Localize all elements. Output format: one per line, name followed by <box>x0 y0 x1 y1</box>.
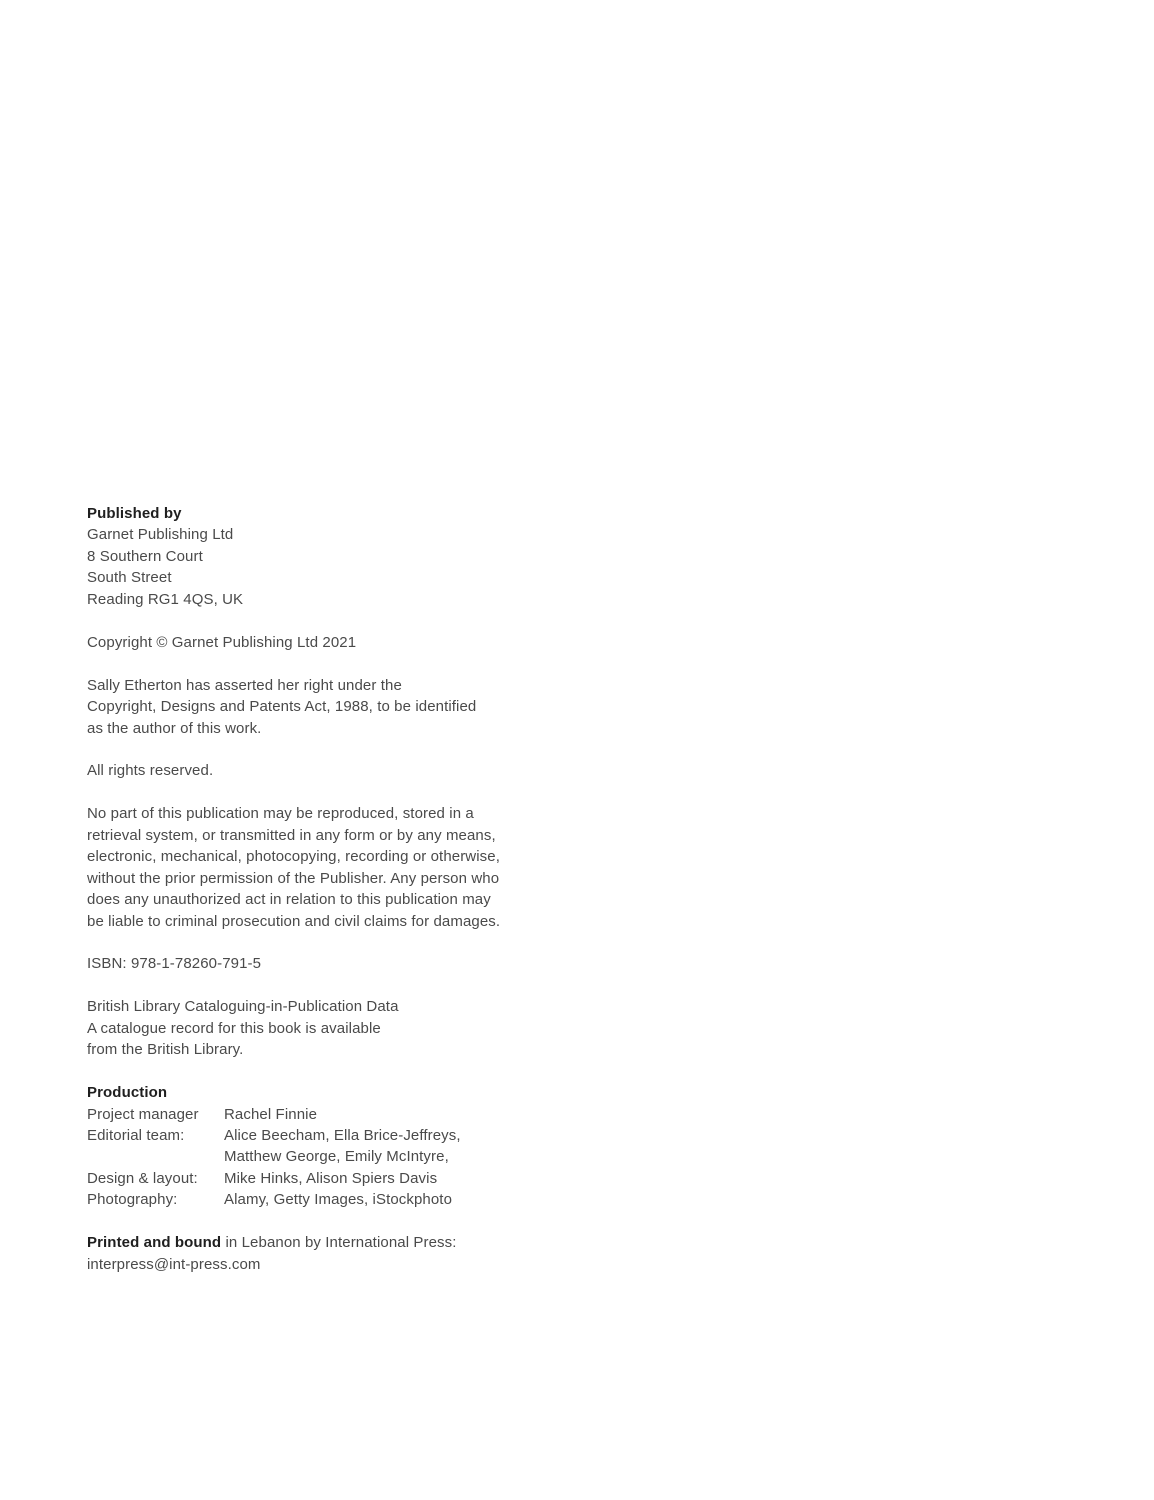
production-role-label: Editorial team: <box>87 1127 185 1145</box>
british-library-line: from the British Library. <box>87 1041 244 1059</box>
production-block <box>87 1082 607 1211</box>
rights-reserved-text: All rights reserved. <box>87 762 214 780</box>
production-heading: Production <box>87 1084 168 1102</box>
printer-email: interpress@int-press.com <box>87 1255 261 1273</box>
production-role-value-line: Alice Beecham, Ella Brice-Jeffreys, <box>224 1127 461 1145</box>
production-role-value: Mike Hinks, Alison Spiers Davis <box>224 1169 438 1187</box>
production-row-design-layout <box>87 1168 607 1189</box>
isbn-line <box>87 953 607 974</box>
british-library-line: British Library Cataloguing-in-Publication Data <box>87 998 399 1016</box>
production-row-project-manager <box>87 1104 607 1125</box>
rights-reserved-line <box>87 760 607 781</box>
british-library-block <box>87 996 607 1060</box>
author-assertion-line: Copyright, Designs and Patents Act, 1988, to be identified <box>87 698 477 716</box>
author-assertion-block <box>87 675 607 739</box>
reproduction-notice-line: electronic, mechanical, photocopying, recording or otherwise, <box>87 848 500 866</box>
production-role-value: Alamy, Getty Images, iStockphoto <box>224 1191 453 1209</box>
reproduction-notice-line: retrieval system, or transmitted in any form or by any means, <box>87 826 496 844</box>
production-role-label: Project manager <box>87 1105 199 1123</box>
publisher-address-line: Reading RG1 4QS, UK <box>87 590 244 608</box>
copyright-text: Copyright © Garnet Publishing Ltd 2021 <box>87 633 357 651</box>
printed-and-bound-rest: in Lebanon by International Press: <box>221 1234 457 1252</box>
printed-and-bound-block <box>87 1232 607 1275</box>
publisher-address-line: South Street <box>87 569 172 587</box>
production-role-value: Rachel Finnie <box>224 1105 318 1123</box>
production-row-photography <box>87 1189 607 1210</box>
production-role-label: Photography: <box>87 1191 178 1209</box>
colophon-text-block <box>87 503 607 1275</box>
publisher-address-line: 8 Southern Court <box>87 547 203 565</box>
publisher-block <box>87 503 607 610</box>
reproduction-notice-line: be liable to criminal prosecution and civil claims for damages. <box>87 912 501 930</box>
copyright-line <box>87 632 607 653</box>
author-assertion-line: as the author of this work. <box>87 719 262 737</box>
reproduction-notice-line: No part of this publication may be reproduced, stored in a <box>87 805 474 823</box>
british-library-line: A catalogue record for this book is available <box>87 1019 381 1037</box>
reproduction-notice-line: does any unauthorized act in relation to this publication may <box>87 891 491 909</box>
production-role-label: Design & layout: <box>87 1169 198 1187</box>
printed-and-bound-label: Printed and bound <box>87 1234 222 1252</box>
production-role-value <box>224 1125 607 1168</box>
production-row-editorial-team <box>87 1125 607 1168</box>
publisher-name: Garnet Publishing Ltd <box>87 526 234 544</box>
isbn-text: ISBN: 978-1-78260-791-5 <box>87 955 262 973</box>
author-assertion-line: Sally Etherton has asserted her right under the <box>87 676 402 694</box>
production-role-value-line: Matthew George, Emily McIntyre, <box>224 1148 449 1166</box>
reproduction-notice-line: without the prior permission of the Publisher. Any person who <box>87 869 500 887</box>
printed-and-bound-line <box>87 1232 607 1253</box>
published-by-heading: Published by <box>87 505 182 522</box>
reproduction-notice-block <box>87 803 607 932</box>
